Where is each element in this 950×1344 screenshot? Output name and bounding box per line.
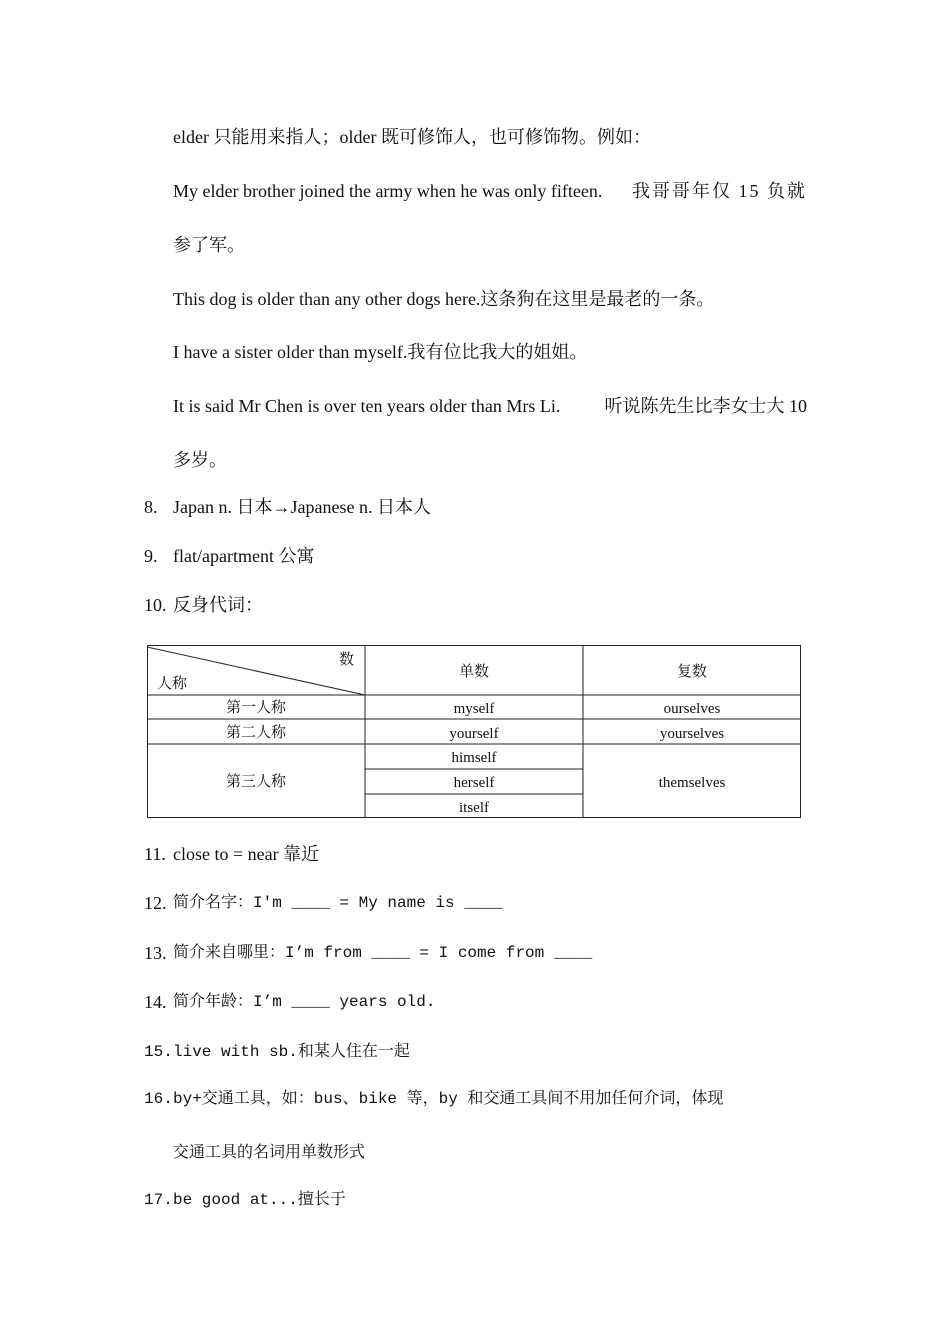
column-header-plural: 复数 [676, 662, 707, 680]
item-number: 12. [144, 893, 167, 913]
item-text: flat/apartment 公寓 [173, 546, 315, 566]
text-p2-cont: 参了军。 [173, 235, 245, 255]
item-text: be good at...擅长于 [173, 1191, 346, 1209]
item-number: 17. [144, 1191, 173, 1209]
item-number: 9. [144, 546, 158, 566]
text-p1: elder 只能用来指人；older 既可修饰人，也可修饰物。例如： [173, 127, 651, 147]
paragraph-example-3 [173, 341, 587, 363]
item-number: 11. [144, 844, 166, 864]
row-person-third: 第三人称 [225, 772, 286, 790]
item-text: 简介来自哪里：I’m from ____ = I come from ____ [173, 944, 593, 962]
paragraph-example-1-cont [173, 234, 245, 256]
item-text: 反身代词： [173, 595, 263, 615]
item-text: by+交通工具，如：bus、bike 等，by 和交通工具间不用加任何介词，体现 [173, 1090, 724, 1108]
row-person-first: 第一人称 [225, 698, 286, 716]
corner-header-number: 数 [339, 650, 355, 668]
row-person-second: 第二人称 [225, 723, 286, 741]
item-number: 8. [144, 497, 158, 517]
item-number: 15. [144, 1043, 173, 1061]
item-text-cont: 交通工具的名词用单数形式 [173, 1144, 366, 1162]
paragraph-example-4-cont [173, 449, 227, 471]
item-number: 10. [144, 595, 167, 615]
item-number: 16. [144, 1090, 173, 1108]
text-p4: I have a sister older than myself.我有位比我大的姐姐。 [173, 342, 588, 362]
paragraph-example-1 [173, 180, 807, 202]
column-header-singular: 单数 [458, 662, 489, 680]
text-p2-cn: 我哥哥年仅 15 负就 [632, 181, 807, 201]
cell-herself: herself [453, 775, 495, 791]
paragraph-example-2 [173, 288, 714, 310]
text-p2-en: My elder brother joined the army when he was only fifteen. [173, 181, 603, 201]
text-p5-cont: 多岁。 [173, 450, 227, 470]
cell-yourselves: yourselves [659, 726, 725, 742]
item-text: close to = near 靠近 [173, 844, 320, 864]
text-p3: This dog is older than any other dogs here.这条狗在这里是最老的一条。 [173, 289, 715, 309]
corner-header-person: 人称 [157, 674, 188, 692]
item-text: 简介名字：I'm ____ = My name is ____ [173, 894, 503, 912]
cell-myself: myself [453, 701, 495, 717]
reflexive-pronoun-table [147, 645, 802, 819]
cell-himself: himself [451, 750, 497, 766]
text-p5-en: It is said Mr Chen is over ten years older than Mrs Li. [173, 396, 561, 416]
cell-themselves: themselves [658, 775, 726, 791]
item-text: 简介年龄：I’m ____ years old. [173, 993, 436, 1011]
item-number: 14. [144, 992, 167, 1012]
cell-ourselves: ourselves [663, 701, 721, 717]
cell-yourself: yourself [449, 726, 499, 742]
item-text: Japan n. 日本→Japanese n. 日本人 [173, 497, 431, 517]
paragraph-elder-older [173, 126, 651, 148]
cell-itself: itself [459, 800, 489, 816]
item-text: live with sb.和某人住在一起 [173, 1043, 410, 1061]
item-number: 13. [144, 943, 167, 963]
paragraph-example-4 [173, 395, 807, 417]
text-p5-cn: 听说陈先生比李女士大 10 [604, 396, 807, 416]
